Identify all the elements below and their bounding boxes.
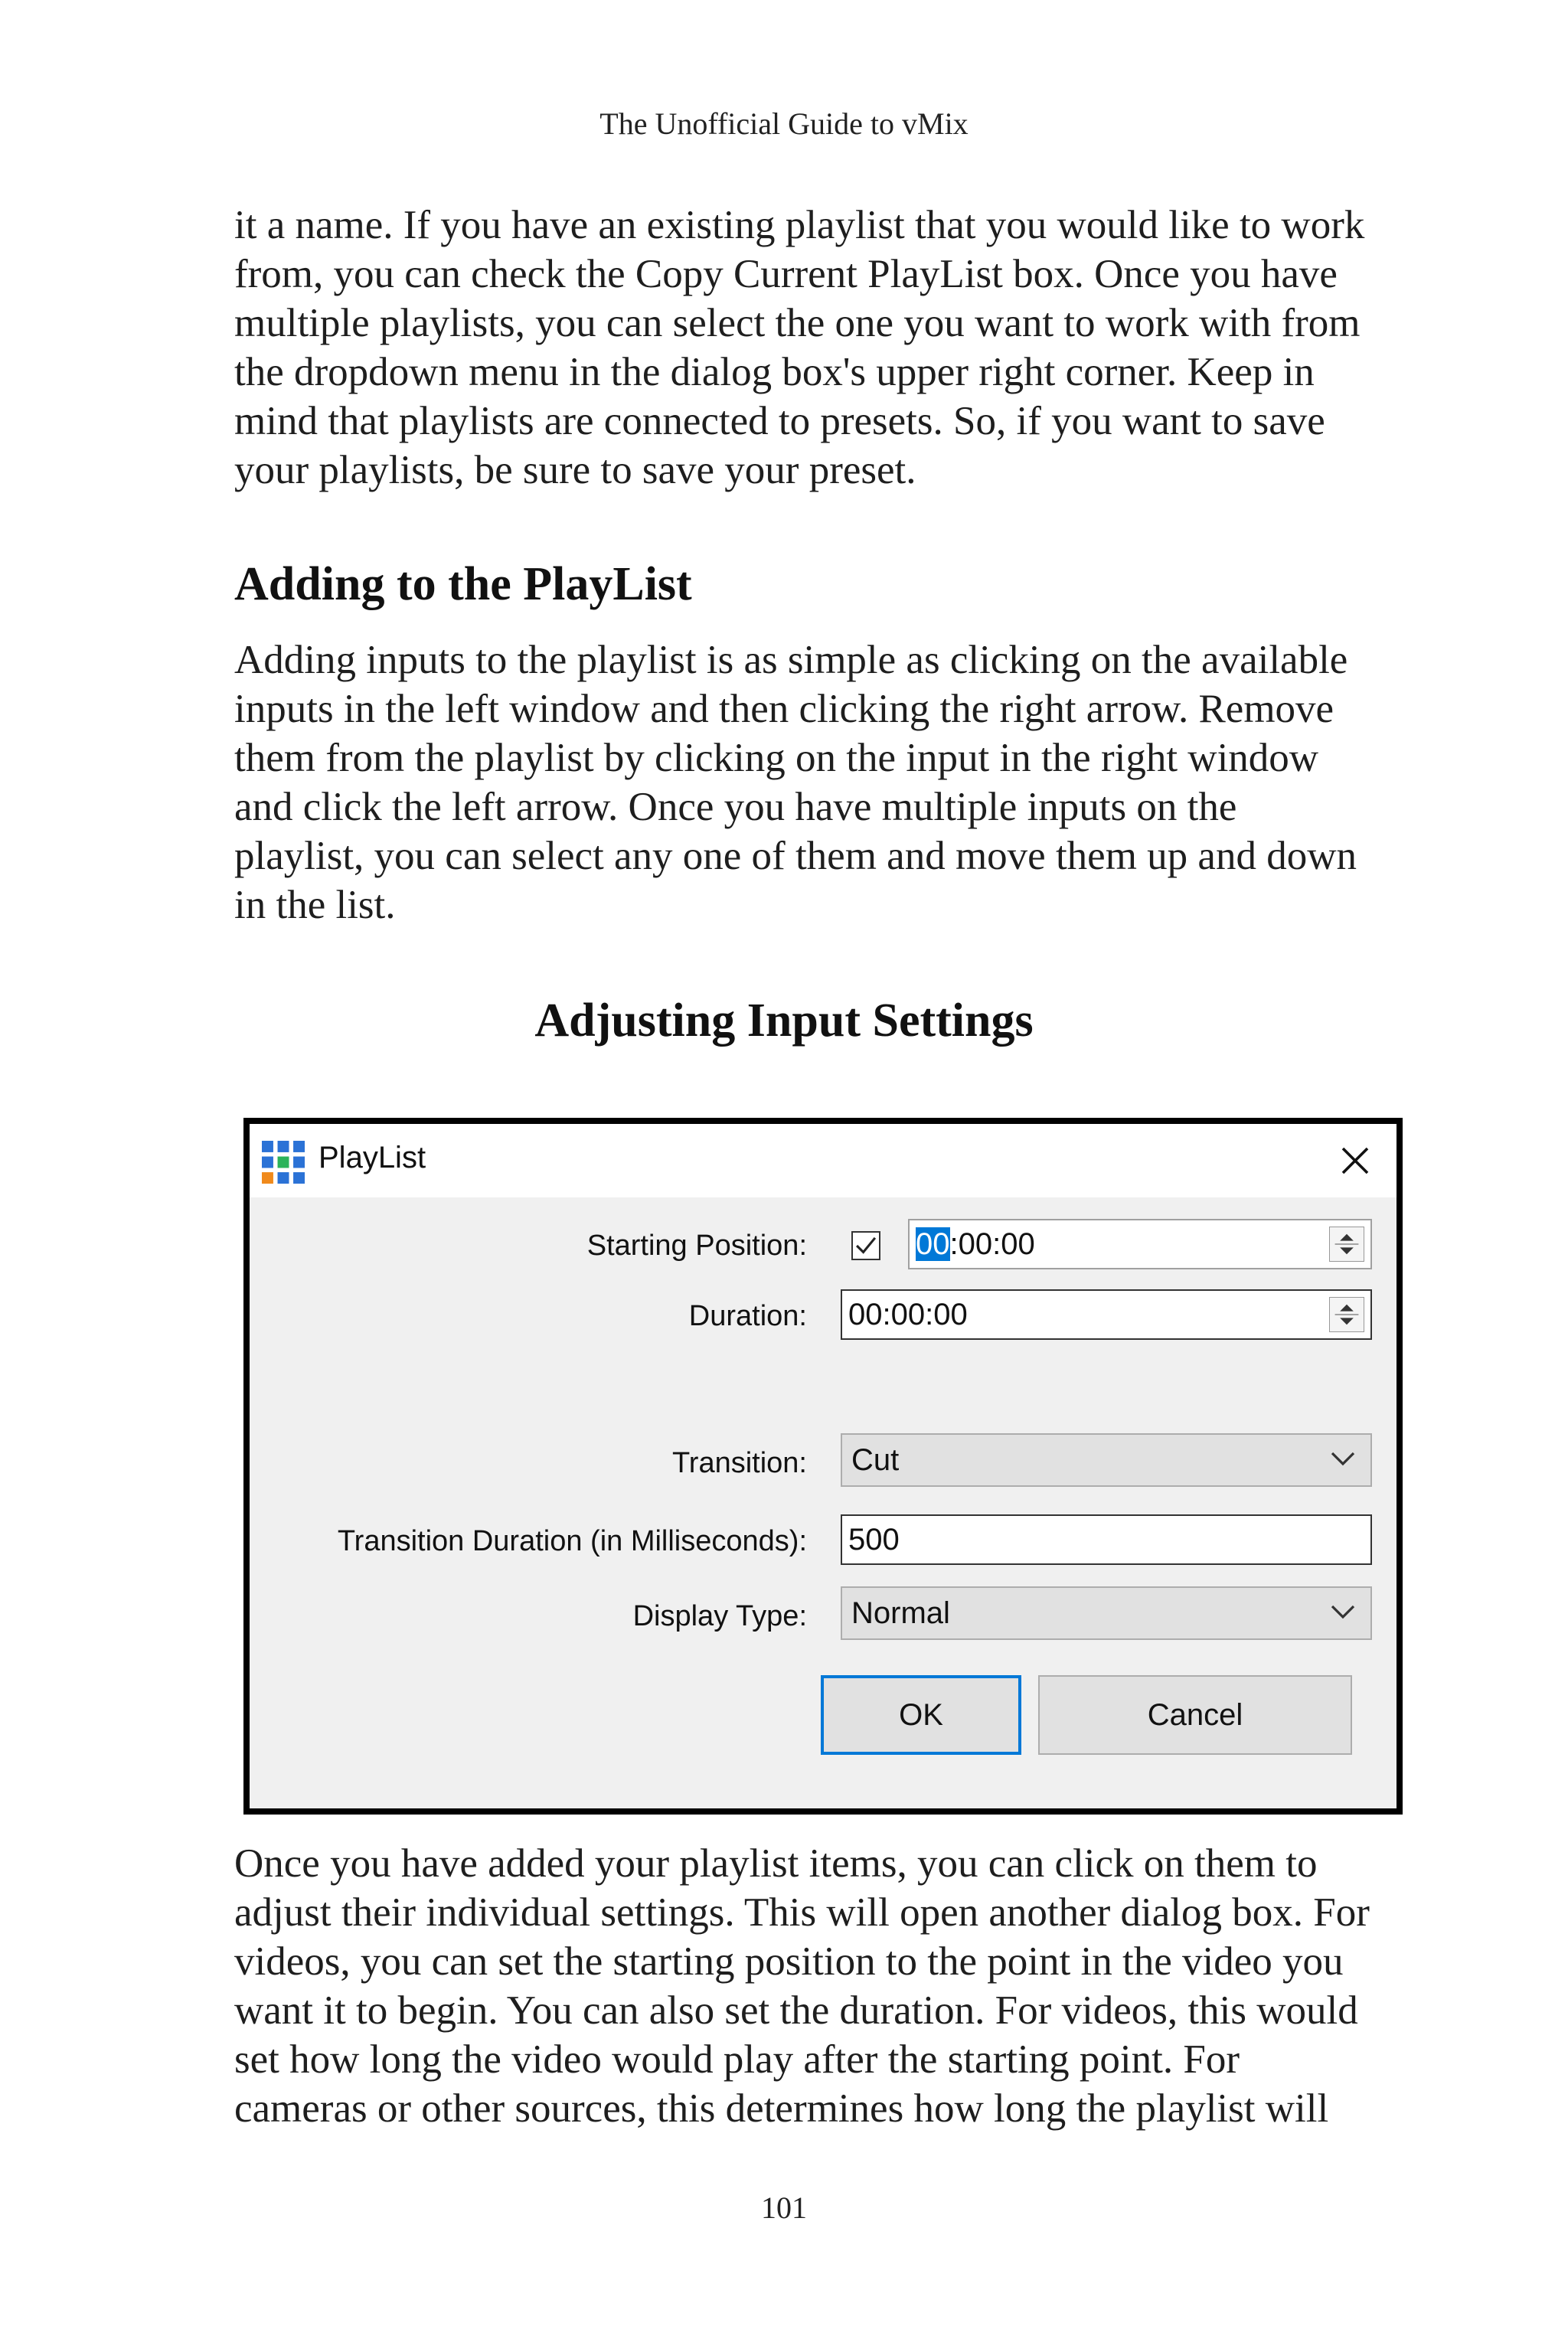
text-line: from, you can check the Copy Current PlayList box. Once you have xyxy=(234,252,1338,296)
app-grid-icon xyxy=(262,1141,305,1184)
text-line: set how long the video would play after the starting point. For xyxy=(234,2037,1240,2082)
cancel-button[interactable]: Cancel xyxy=(1038,1675,1352,1755)
dialog-titlebar xyxy=(250,1124,1396,1197)
text-line: the dropdown menu in the dialog box's upper right corner. Keep in xyxy=(234,350,1315,394)
transition-duration-input[interactable] xyxy=(841,1514,1372,1565)
section-heading: Adding to the PlayList xyxy=(234,558,692,610)
playlist-dialog xyxy=(243,1118,1403,1815)
duration-spinner[interactable] xyxy=(1329,1297,1364,1332)
section-paragraph xyxy=(234,635,1413,929)
transition-duration-label: Transition Duration (in Milliseconds): xyxy=(337,1525,807,1557)
text-line: Adding inputs to the playlist is as simple as clicking on the available xyxy=(234,638,1348,682)
starting-position-input[interactable] xyxy=(908,1219,1372,1269)
text-line: inputs in the left window and then clicking the right arrow. Remove xyxy=(234,687,1334,731)
starting-position-label: Starting Position: xyxy=(586,1230,807,1262)
dialog-title: PlayList xyxy=(318,1141,426,1174)
text-line: playlist, you can select any one of them and move them up and down xyxy=(234,834,1357,878)
close-icon xyxy=(1340,1145,1370,1176)
chevron-down-icon xyxy=(1331,1450,1355,1468)
display-type-label: Display Type: xyxy=(632,1600,807,1632)
duration-input[interactable] xyxy=(841,1289,1372,1340)
display-type-select[interactable] xyxy=(841,1586,1372,1640)
text-line: your playlists, be sure to save your preset. xyxy=(234,448,916,492)
selected-segment: 00 xyxy=(916,1227,950,1261)
text-line: mind that playlists are connected to presets. So, if you want to save xyxy=(234,399,1325,443)
closing-paragraph xyxy=(234,1839,1413,2133)
figure-heading: Adjusting Input Settings xyxy=(534,995,1034,1047)
close-button[interactable] xyxy=(1332,1138,1378,1184)
transition-label: Transition: xyxy=(672,1447,807,1479)
chevron-down-icon xyxy=(1331,1603,1355,1622)
transition-value: Cut xyxy=(851,1443,900,1477)
text-line: videos, you can set the starting position to the point in the video you xyxy=(234,1939,1344,1984)
text-line: want it to begin. You can also set the duration. For videos, this would xyxy=(234,1988,1358,2033)
text-line: cameras or other sources, this determines how long the playlist will xyxy=(234,2086,1329,2131)
transition-select[interactable] xyxy=(841,1433,1372,1487)
duration-value: 00:00:00 xyxy=(848,1298,968,1331)
duration-label: Duration: xyxy=(688,1300,807,1332)
text-line: multiple playlists, you can select the one you want to work with from xyxy=(234,301,1361,345)
text-line: Once you have added your playlist items, you can click on them to xyxy=(234,1841,1318,1886)
intro-paragraph xyxy=(234,201,1413,495)
text-line: and click the left arrow. Once you have multiple inputs on the xyxy=(234,785,1237,829)
text-line: in the list. xyxy=(234,883,396,927)
display-type-value: Normal xyxy=(851,1596,950,1630)
transition-duration-value: 500 xyxy=(848,1523,900,1557)
starting-position-checkbox[interactable] xyxy=(851,1231,880,1260)
spinner-arrows-icon xyxy=(1330,1227,1364,1261)
spinner-arrows-icon xyxy=(1330,1298,1364,1331)
text-line: adjust their individual settings. This will open another dialog box. For xyxy=(234,1890,1370,1935)
ok-button[interactable]: OK xyxy=(821,1675,1021,1755)
text-line: them from the playlist by clicking on the input in the right window xyxy=(234,736,1319,780)
time-rest: :00:00 xyxy=(949,1227,1035,1261)
running-head: The Unofficial Guide to vMix xyxy=(599,106,969,141)
page-number: 101 xyxy=(761,2190,807,2225)
text-line: it a name. If you have an existing playlist that you would like to work xyxy=(234,203,1365,247)
starting-position-spinner[interactable] xyxy=(1329,1227,1364,1262)
checkmark-icon xyxy=(853,1233,879,1259)
